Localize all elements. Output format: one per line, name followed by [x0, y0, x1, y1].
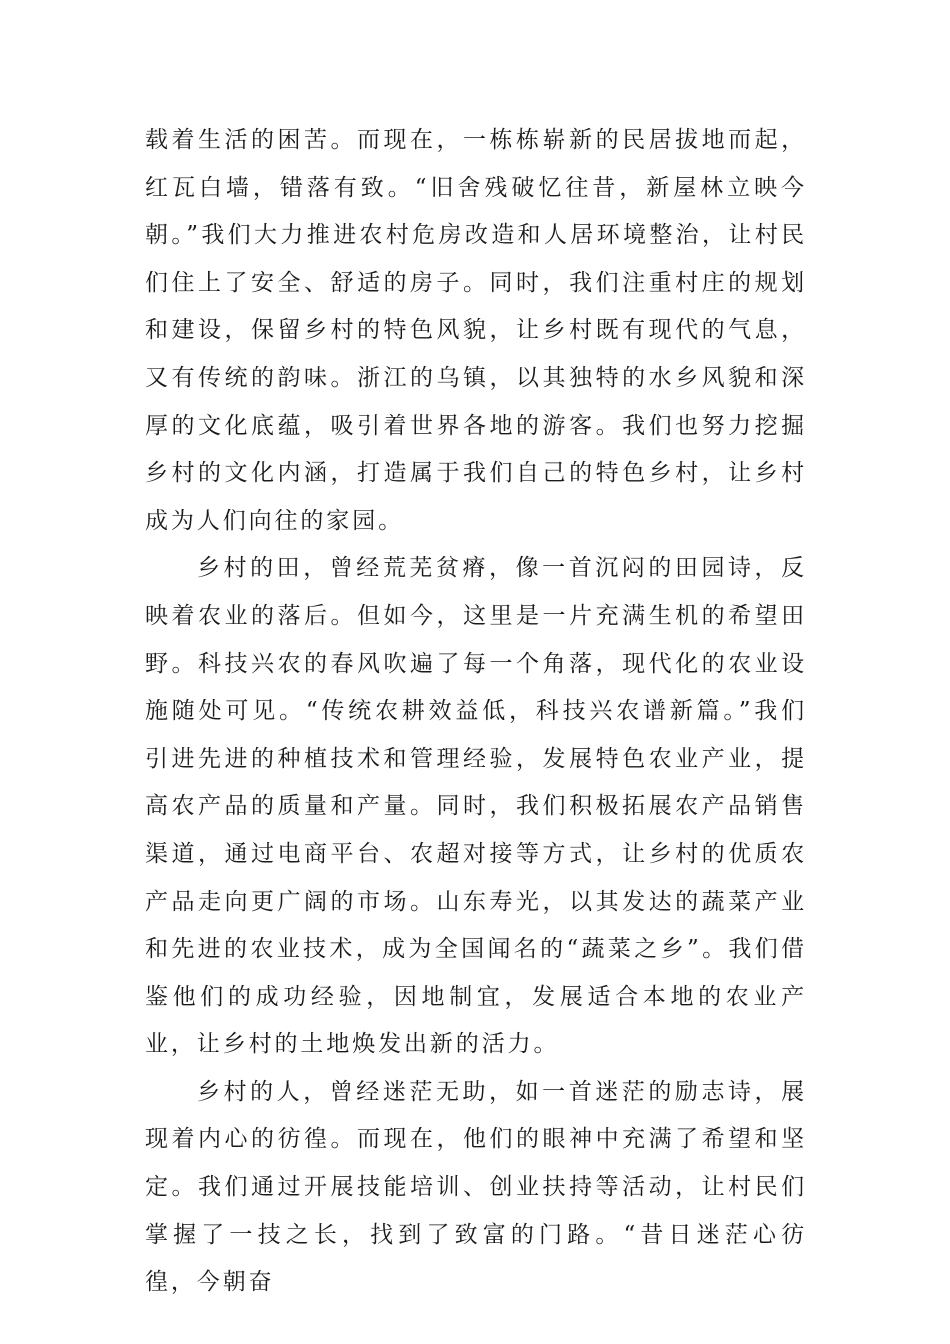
paragraph-housing: 载着生活的困苦。而现在，一栋栋崭新的民居拔地而起，红瓦白墙，错落有致。“旧舍残破忆往昔，新屋林立映今朝。”我们大力推进农村危房改造和人居环境整治，让村民们住上了安全、舒适的房子。同时，我们注重村庄的规划和建设，保留乡村的特色风貌，让乡村既有现代的气息，又有传统的韵味。浙江的乌镇，以其独特的水乡风貌和深厚的文化底蕴，吸引着世界各地的游客。我们也努力挖掘乡村的文化内涵，打造属于我们自己的特色乡村，让乡村成为人们向往的家园。 [145, 127, 807, 534]
paragraph-villagers: 乡村的人，曾经迷茫无助，如一首迷茫的励志诗，展现着内心的彷徨。而现在，他们的眼神中充满了希望和坚定。我们通过开展技能培训、创业扶持等活动，让村民们掌握了一技之长，找到了致富的门路。“昔日迷茫心彷徨，今朝奋 [145, 1078, 807, 1296]
document-body [145, 117, 807, 1307]
paragraph-farmland: 乡村的田，曾经荒芜贫瘠，像一首沉闷的田园诗，反映着农业的落后。但如今，这里是一片充满生机的希望田野。科技兴农的春风吹遍了每一个角落，现代化的农业设施随处可见。“传统农耕效益低，科技兴农谱新篇。”我们引进先进的种植技术和管理经验，发展特色农业产业，提高农产品的质量和产量。同时，我们积极拓展农产品销售渠道，通过电商平台、农超对接等方式，让乡村的优质农产品走向更广阔的市场。山东寿光，以其发达的蔬菜产业和先进的农业技术，成为全国闻名的“蔬菜之乡”。我们借鉴他们的成功经验，因地制宜，发展适合本地的农业产业，让乡村的土地焕发出新的活力。 [145, 555, 807, 1058]
